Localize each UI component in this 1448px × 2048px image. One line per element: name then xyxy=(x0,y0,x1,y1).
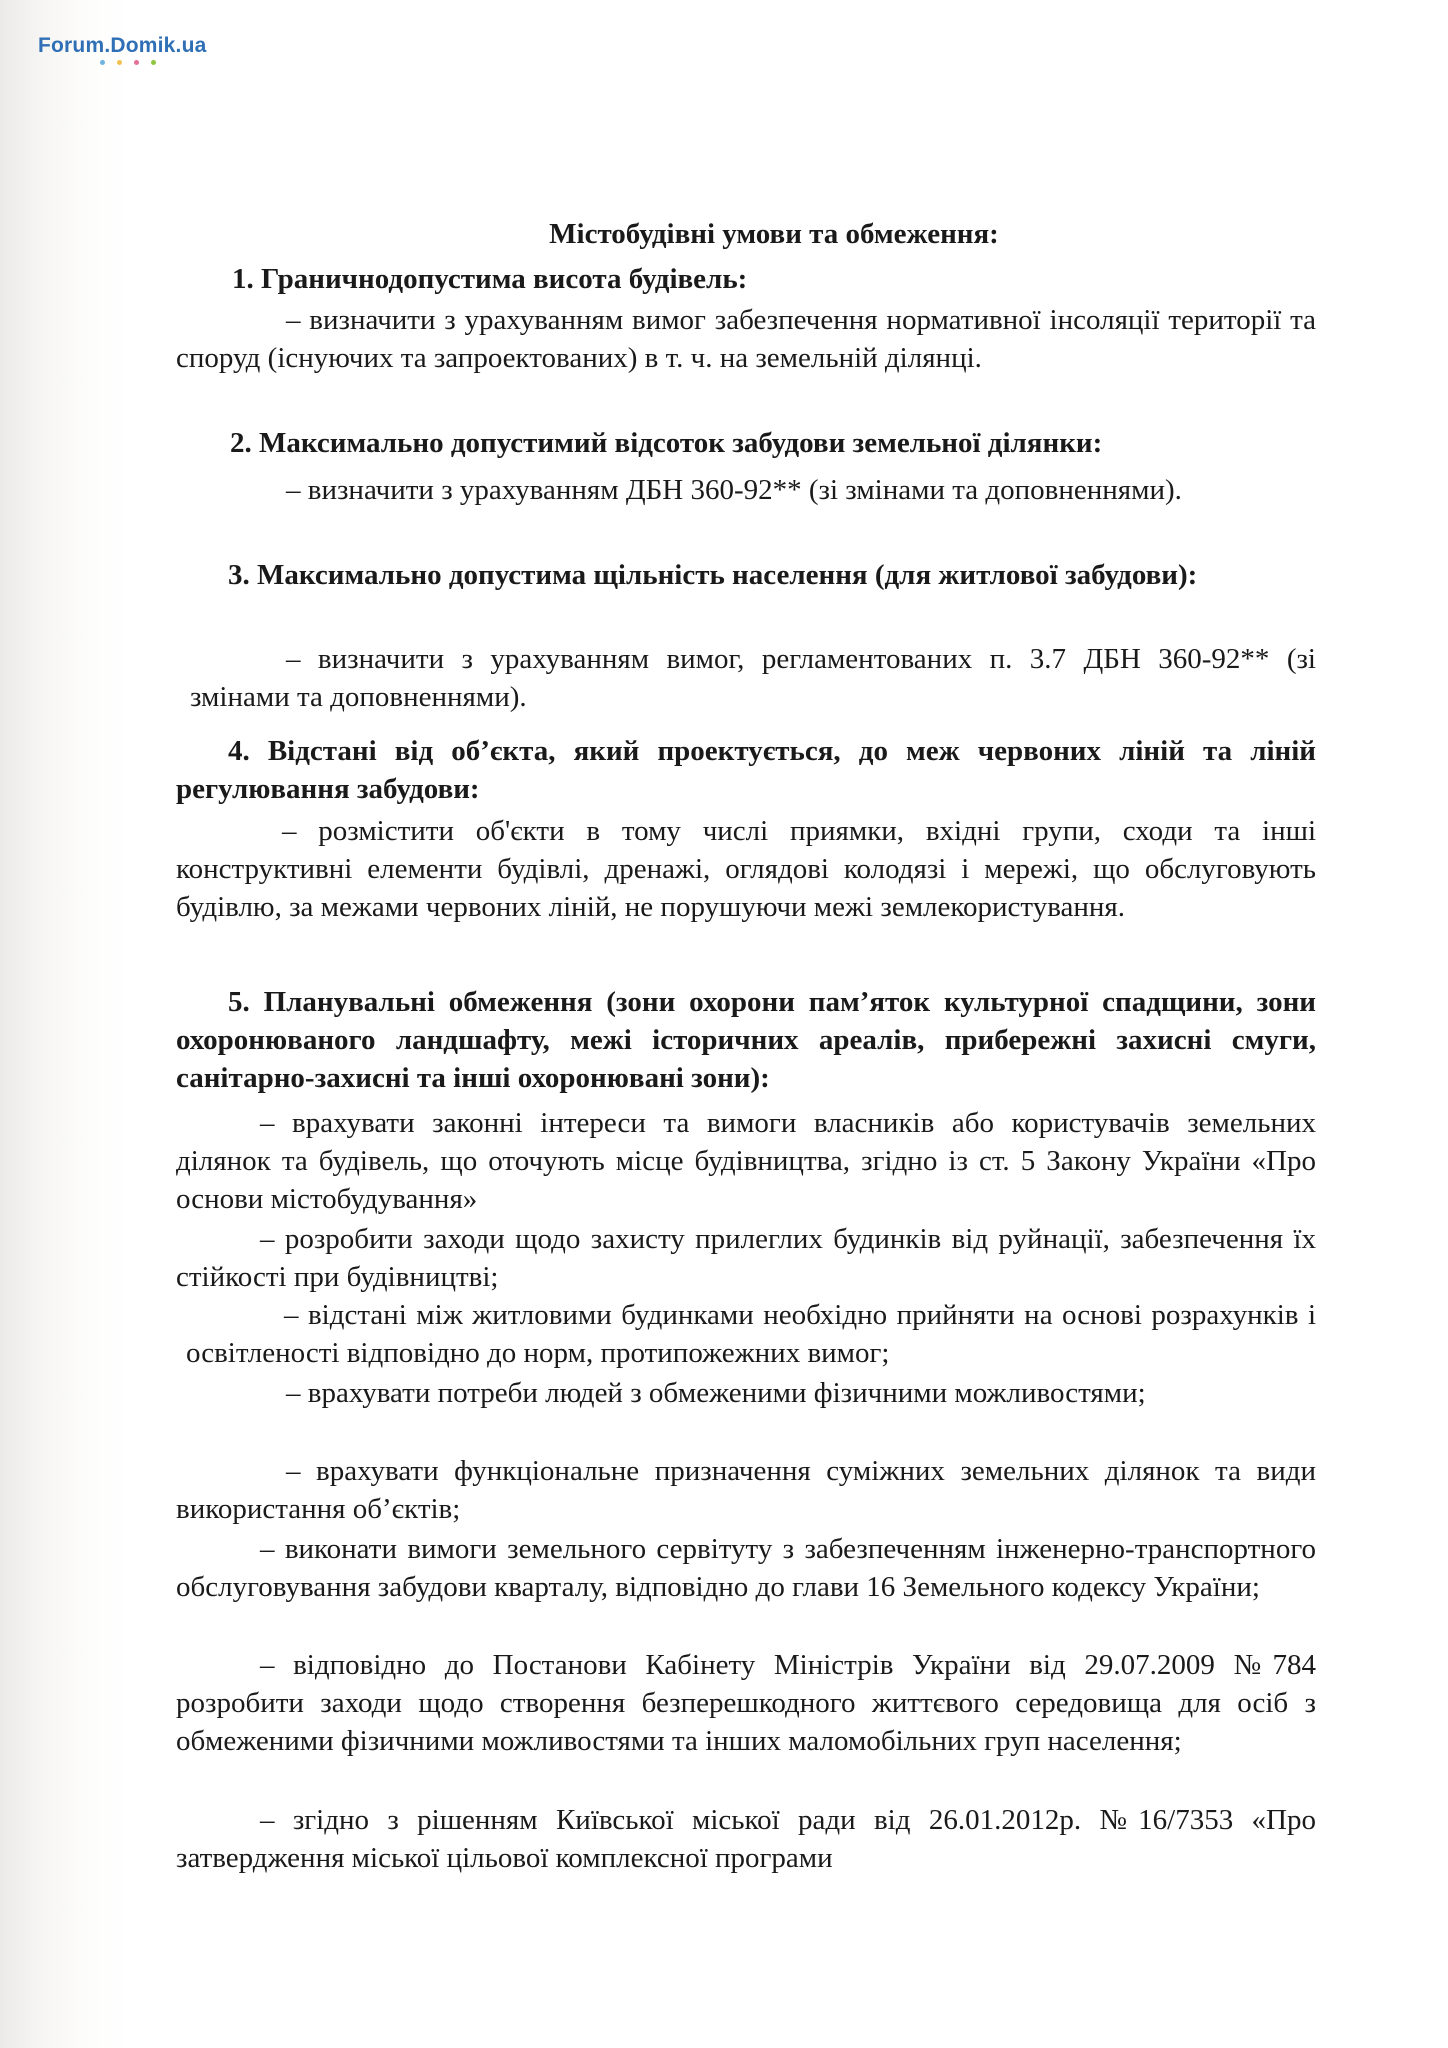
section-4-heading xyxy=(176,732,1316,808)
watermark-dot xyxy=(151,60,156,65)
watermark-dots xyxy=(100,60,156,65)
section-5-item-5: – врахувати функціональне призначення суміжних земельних ділянок та види використання об’єктів; xyxy=(176,1455,1316,1525)
section-5-item-2: – розробити заходи щодо захисту прилеглих будинків від руйнації, забезпечення їх стійкості при будівництві; xyxy=(176,1223,1316,1293)
document-title: Містобудівні умови та обмеження: xyxy=(549,218,999,250)
section-5-item-1: – врахувати законні інтереси та вимоги власників або користувачів земельних ділянок та будівель, що оточують місце будівництва, згідно із ст. 5 Закону України «Про основи містобудування» xyxy=(176,1107,1316,1215)
section-title: Планувальні обмеження (зони охорони пам’яток культурної спадщини, зони охоронюваного ландшафту, межі історичних ареалів, прибережні захисні смуги, санітарно-захисні та інші охоронювані зони): xyxy=(176,986,1316,1094)
watermark-dot xyxy=(100,60,105,65)
section-5-item-3: – відстані між житловими будинками необхідно прийняти на основі розрахунків і освітленості відповідно до норм, протипожежних вимог; xyxy=(186,1299,1316,1369)
section-3-heading xyxy=(228,556,1316,594)
watermark-dot xyxy=(117,60,122,65)
watermark-logo: Forum.Domik.ua xyxy=(38,34,207,57)
section-number: 4. xyxy=(228,735,250,767)
section-5-item-4: – врахувати потреби людей з обмеженими фізичними можливостями; xyxy=(286,1377,1146,1409)
section-5-item-8: – згідно з рішенням Київської міської ради від 26.01.2012р. №16/7353 «Про затвердження міської цільової комплексної програми xyxy=(176,1804,1316,1874)
watermark-dot xyxy=(134,60,139,65)
section-title: Відстані від об’єкта, який проектується, до меж червоних ліній та ліній регулювання забудови: xyxy=(176,735,1316,805)
section-number: 2. xyxy=(230,427,252,459)
section-number: 1. xyxy=(232,263,254,295)
section-4-item-1: – розмістити об'єкти в тому числі приямки, вхідні групи, сходи та інші конструктивні елементи будівлі, дренажі, оглядові колодязі і мережі, що обслуговують будівлю, за межами червоних ліній, не порушуючи межі землекористування. xyxy=(176,815,1316,923)
section-number: 5. xyxy=(228,986,250,1018)
section-5-item-6: – виконати вимоги земельного сервітуту з забезпеченням інженерно-транспортного обслуговування забудови кварталу, відповідно до глави 16 Земельного кодексу України; xyxy=(176,1533,1316,1603)
section-title: Максимально допустимий відсоток забудови земельної ділянки: xyxy=(259,427,1103,459)
section-title: Максимально допустима щільність населення (для житлової забудови): xyxy=(257,559,1198,591)
section-2-item-1: – визначити з урахуванням ДБН 360-92** (зі змінами та доповненнями). xyxy=(286,474,1182,506)
section-3-item-1: – визначити з урахуванням вимог, регламентованих п. 3.7 ДБН 360-92** (зі змінами та доповненнями). xyxy=(190,643,1316,713)
section-title: Граничнодопустима висота будівель: xyxy=(261,263,748,295)
section-number: 3. xyxy=(228,559,250,591)
section-2-heading xyxy=(230,424,1320,462)
section-5-item-7: – відповідно до Постанови Кабінету Міністрів України від 29.07.2009 №784 розробити заходи щодо створення безперешкодного життєвого середовища для осіб з обмеженими фізичними можливостями та інших маломобільних груп населення; xyxy=(176,1649,1316,1757)
section-1-heading xyxy=(232,260,1312,298)
section-5-heading xyxy=(176,983,1316,1097)
section-1-item-1: – визначити з урахуванням вимог забезпечення нормативної інсоляції території та споруд (існуючих та запроектованих) в т. ч. на земельній ділянці. xyxy=(176,304,1316,374)
